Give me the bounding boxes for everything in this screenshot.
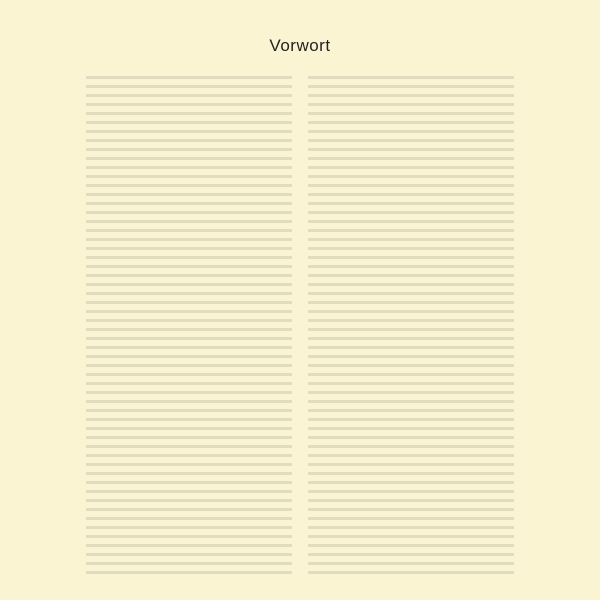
left-column (86, 76, 292, 576)
right-column (308, 76, 514, 576)
left-column-text-placeholder (86, 76, 292, 576)
right-column-text-placeholder (308, 76, 514, 576)
text-columns (86, 76, 514, 576)
page-title: Vorwort (269, 36, 331, 55)
